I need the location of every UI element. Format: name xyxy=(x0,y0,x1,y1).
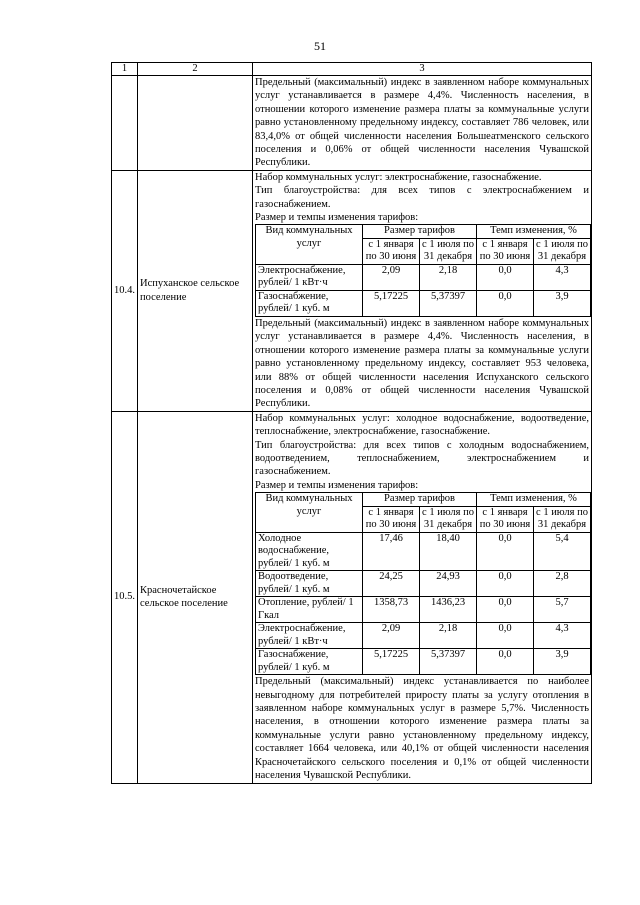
services-text: Набор коммунальных услуг: электроснабжение, газоснабжение. xyxy=(255,171,542,183)
section-row xyxy=(112,170,592,411)
tariff-value: 5,4 xyxy=(534,532,591,571)
conclusion-text: Предельный (максимальный) индекс устанавливается по наиболее невыгодному для потребителей приросту платы за услугу отопления в заявленном наборе коммунальных услуг в размере 5,7%. Численность населения, в отношении которого изменение размера платы за коммунальные услуги равно установленному предельному индексу, составляет 1664 человека, или 40,1% от общей численности населения Красночетайского сельского поселения и 0,1% от общей численности населения Чувашской Республики. xyxy=(255,676,589,782)
tariff-value: 5,17225 xyxy=(363,649,420,675)
tariff-service: Водоотведение, рублей/ 1 куб. м xyxy=(256,571,363,597)
header-col-1: 1 xyxy=(112,63,138,76)
th-period-2: с 1 июля по 31 декабря xyxy=(420,506,477,532)
tariffs-caption: Размер и темпы изменения тарифов: xyxy=(255,479,419,491)
main-table xyxy=(111,62,592,784)
tariff-value: 1436,23 xyxy=(420,597,477,623)
tariff-value: 4,3 xyxy=(534,623,591,649)
section-content xyxy=(253,411,592,783)
th-period-2: с 1 июля по 31 декабря xyxy=(420,238,477,264)
th-period-4: с 1 июля по 31 декабря xyxy=(534,238,591,264)
improvement-text: Тип благоустройства: для всех типов с электроснабжением и газоснабжением. xyxy=(255,185,589,210)
header-col-3: 3 xyxy=(253,63,592,76)
th-period-4: с 1 июля по 31 декабря xyxy=(534,506,591,532)
tariff-value: 3,9 xyxy=(534,649,591,675)
tariff-value: 0,0 xyxy=(477,532,534,571)
th-rate: Темп изменения, % xyxy=(477,225,591,239)
tariff-value: 5,7 xyxy=(534,597,591,623)
th-kind: Вид коммунальных услуг xyxy=(256,493,363,533)
tariff-value: 2,18 xyxy=(420,623,477,649)
page-number: 51 xyxy=(314,39,326,53)
tariff-value: 24,25 xyxy=(363,571,420,597)
tariff-value: 1358,73 xyxy=(363,597,420,623)
tariff-table xyxy=(255,224,591,317)
tariff-value: 5,17225 xyxy=(363,290,420,316)
tariff-row xyxy=(256,649,591,675)
tariff-value: 5,37397 xyxy=(420,290,477,316)
tariff-value: 0,0 xyxy=(477,264,534,290)
section-content xyxy=(253,170,592,411)
tariff-service: Электроснабжение, рублей/ 1 кВт·ч xyxy=(256,623,363,649)
th-size: Размер тарифов xyxy=(363,225,477,239)
tariff-value: 18,40 xyxy=(420,532,477,571)
continuation-text: Предельный (максимальный) индекс в заявленном наборе коммунальных услуг устанавливается в размере 4,4%. Численность населения, в отношении которого изменение размера платы за коммунальные услуги равно установленному предельному индексу, составляет 786 человек, или 83,4,0% от общей численности населения Большеатменского сельского поселения и 0,06% от общей численности населения Чувашской Республики. xyxy=(253,76,592,171)
tariff-value: 17,46 xyxy=(363,532,420,571)
improvement-text: Тип благоустройства: для всех типов с холодным водоснабжением, водоотведением, теплоснабжением, электроснабжением и газоснабжением. xyxy=(255,439,589,478)
tariff-value: 3,9 xyxy=(534,290,591,316)
tariff-value: 0,0 xyxy=(477,649,534,675)
tariff-value: 4,3 xyxy=(534,264,591,290)
tariff-service: Холодное водоснабжение, рублей/ 1 куб. м xyxy=(256,532,363,571)
tariff-service: Электроснабжение, рублей/ 1 кВт·ч xyxy=(256,264,363,290)
tariff-value: 24,93 xyxy=(420,571,477,597)
continuation-row xyxy=(112,76,592,171)
tariff-value: 2,09 xyxy=(363,623,420,649)
th-rate: Темп изменения, % xyxy=(477,493,591,507)
th-period-3: с 1 января по 30 июня xyxy=(477,506,534,532)
section-number: 10.5. xyxy=(112,411,138,783)
tariff-value: 0,0 xyxy=(477,597,534,623)
tariff-value: 0,0 xyxy=(477,290,534,316)
tariffs-caption: Размер и темпы изменения тарифов: xyxy=(255,212,419,224)
conclusion-text: Предельный (максимальный) индекс в заявленном наборе коммунальных услуг устанавливается в размере 4,4%. Численность населения, в отношении которого изменение размера платы за коммунальные услуги равно установленному предельному индексу, составляет 953 человека, или 88% от общей численности населения Испуханского сельского поселения и 0,08% от общей численности населения Чувашской Республики. xyxy=(255,317,589,410)
tariff-row xyxy=(256,597,591,623)
tariff-value: 5,37397 xyxy=(420,649,477,675)
section-row xyxy=(112,411,592,783)
section-name: Красночетайское сельское поселение xyxy=(138,411,253,783)
tariff-row xyxy=(256,264,591,290)
tariff-service: Газоснабжение, рублей/ 1 куб. м xyxy=(256,649,363,675)
tariff-value: 0,0 xyxy=(477,571,534,597)
tariff-value: 0,0 xyxy=(477,623,534,649)
tariff-value: 2,09 xyxy=(363,264,420,290)
header-row xyxy=(112,63,592,76)
section-name: Испуханское сельское поселение xyxy=(138,170,253,411)
th-period-1: с 1 января по 30 июня xyxy=(363,506,420,532)
tariff-row xyxy=(256,532,591,571)
tariff-row xyxy=(256,571,591,597)
th-period-3: с 1 января по 30 июня xyxy=(477,238,534,264)
tariff-row xyxy=(256,623,591,649)
th-size: Размер тарифов xyxy=(363,493,477,507)
th-kind: Вид коммунальных услуг xyxy=(256,225,363,265)
header-col-2: 2 xyxy=(138,63,253,76)
tariff-service: Газоснабжение, рублей/ 1 куб. м xyxy=(256,290,363,316)
th-period-1: с 1 января по 30 июня xyxy=(363,238,420,264)
tariff-value: 2,18 xyxy=(420,264,477,290)
services-text: Набор коммунальных услуг: холодное водоснабжение, водоотведение, теплоснабжение, электроснабжение, газоснабжение. xyxy=(255,412,589,438)
tariff-value: 2,8 xyxy=(534,571,591,597)
tariff-row xyxy=(256,290,591,316)
tariff-table xyxy=(255,492,591,675)
tariff-service: Отопление, рублей/ 1 Гкал xyxy=(256,597,363,623)
section-number: 10.4. xyxy=(112,170,138,411)
